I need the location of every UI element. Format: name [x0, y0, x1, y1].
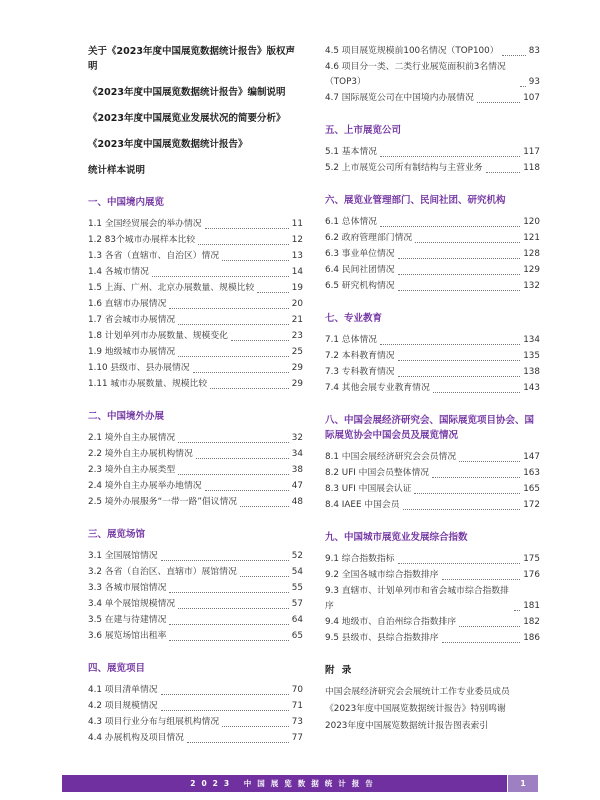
toc-section	[325, 311, 540, 396]
toc-entry	[88, 281, 303, 296]
toc-entry-page: 107	[523, 93, 540, 103]
dot-leader	[205, 228, 289, 229]
dot-leader	[161, 694, 289, 695]
toc-entry-label: 4.5 项目展览规模前100名情况（TOP100）	[325, 46, 499, 56]
toc-entry-page: 129	[523, 265, 540, 275]
footer-page-number: 1	[508, 775, 538, 792]
section-heading: 四、展览项目	[88, 663, 146, 674]
toc-entry-page: 21	[291, 315, 303, 325]
toc-entry	[88, 549, 303, 564]
toc-entry	[325, 215, 540, 230]
section-heading: 三、展览场馆	[88, 529, 146, 540]
toc-entry-page: 120	[523, 217, 540, 227]
toc-entry-page: 135	[523, 351, 540, 361]
toc-entry-label: 9.5 县级市、县综合指数排序	[325, 633, 439, 643]
toc-entry	[88, 265, 303, 280]
dot-leader	[161, 560, 289, 561]
toc-entry-page: 138	[523, 367, 540, 377]
toc-entry	[88, 249, 303, 264]
dot-leader	[398, 290, 521, 291]
toc-entry-page: 65	[291, 631, 303, 641]
dot-leader	[442, 642, 521, 643]
toc-content	[88, 44, 540, 747]
toc-entry-label: 2.4 境外自主办展举办地情况	[88, 481, 202, 491]
toc-entry-label: 1.7 省会城市办展情况	[88, 315, 176, 325]
front-matter-line: 关于《2023年度中国展览数据统计报告》版权声明	[88, 46, 295, 72]
toc-entry-label: 5.2 上市展览公司所有制结构与主营业务	[325, 163, 483, 173]
toc-entry	[325, 498, 540, 513]
toc-entry-page: 182	[523, 617, 540, 627]
dot-leader	[380, 344, 520, 345]
toc-entry-label: 1.2 83个城市办展样本比较	[88, 235, 196, 245]
section-heading: 八、中国会展经济研究会、国际展览项目协会、国际展览协会中国会员及展览情况	[325, 415, 535, 441]
toc-entry-label: 中国会展经济研究会会展统计工作专业委员成员	[325, 687, 510, 697]
section-heading: 一、中国境内展览	[88, 197, 165, 208]
toc-entry	[88, 731, 303, 746]
toc-entry-label: 7.4 其他会展专业教育情况	[325, 383, 430, 393]
toc-entry	[325, 161, 540, 176]
dot-leader	[502, 55, 526, 56]
toc-entry-page: 64	[291, 615, 303, 625]
dot-leader	[161, 710, 289, 711]
dot-leader	[477, 102, 520, 103]
toc-entry-label: 1.8 计划单列市办展数量、规模变化	[88, 331, 228, 341]
toc-entry-page: 29	[291, 363, 303, 373]
toc-entry-label: 1.11 城市办展数量、规模比较	[88, 379, 208, 389]
toc-entry-page: 176	[523, 570, 540, 580]
page-footer	[62, 775, 538, 792]
toc-entry-page: 38	[291, 465, 303, 475]
toc-entry-label: 7.2 本科教育情况	[325, 351, 395, 361]
toc-entry-page: 48	[291, 497, 303, 507]
toc-section	[325, 530, 540, 646]
dot-leader	[257, 292, 288, 293]
toc-entry-label: 4.4 办展机构及项目情况	[88, 733, 184, 743]
toc-entry-label: 3.6 展览场馆出租率	[88, 631, 167, 641]
toc-entry	[325, 263, 540, 278]
toc-entry	[88, 345, 303, 360]
dot-leader	[520, 86, 526, 87]
toc-entry-page: 25	[291, 347, 303, 357]
toc-entry-label: 6.5 研究机构情况	[325, 281, 395, 291]
section-heading: 五、上市展览公司	[325, 125, 402, 136]
toc-entry	[88, 479, 303, 494]
dot-leader	[403, 509, 521, 510]
toc-entry-label: 8.2 UFI 中国会员整体情况	[325, 468, 430, 478]
toc-entry-label: 4.6 项目分一类、二类行业展览面积前3名情况（TOP3）	[325, 62, 506, 87]
section-heading: 附 录	[325, 665, 354, 676]
toc-section	[88, 661, 303, 746]
toc-entry-page: 73	[291, 717, 303, 727]
toc-entry-label: 6.2 政府管理部门情况	[325, 233, 413, 243]
toc-entry	[325, 231, 540, 246]
dot-leader	[169, 308, 288, 309]
dot-leader	[178, 324, 289, 325]
toc-entry-label: 3.5 在建与待建情况	[88, 615, 167, 625]
toc-entry	[88, 297, 303, 312]
toc-entry	[88, 613, 303, 628]
toc-entry	[88, 233, 303, 248]
toc-section	[325, 413, 540, 513]
toc-entry-label: 1.6 直辖市办展情况	[88, 299, 167, 309]
section-heading: 二、中国境外办展	[88, 411, 165, 422]
dot-leader	[240, 576, 289, 577]
toc-entry	[325, 279, 540, 294]
toc-entry	[88, 495, 303, 510]
toc-entry-page: 132	[523, 281, 540, 291]
dot-leader	[178, 608, 289, 609]
toc-entry-page: 186	[523, 633, 540, 643]
toc-entry	[88, 683, 303, 698]
toc-entry-page: 181	[523, 601, 540, 611]
dot-leader	[152, 276, 289, 277]
dot-leader	[398, 563, 521, 564]
toc-entry	[325, 60, 540, 90]
toc-entry	[325, 685, 540, 700]
toc-entry-label: 8.3 UFI 中国展会认证	[325, 484, 412, 494]
section-heading: 七、专业教育	[325, 313, 383, 324]
toc-entry-label: 8.4 IAEE 中国会员	[325, 500, 400, 510]
toc-entry-label: 3.3 各城市展馆情况	[88, 583, 167, 593]
toc-entry	[325, 584, 540, 614]
toc-entry-label: 1.10 县级市、县办展情况	[88, 363, 190, 373]
appendix-block	[325, 663, 540, 734]
toc-entry-page: 147	[523, 452, 540, 462]
dot-leader	[240, 506, 289, 507]
toc-entry-label: 3.2 各省（自治区、直辖市）展馆情况	[88, 567, 237, 577]
dot-leader	[398, 360, 521, 361]
toc-entry-page: 163	[523, 468, 540, 478]
dot-leader	[380, 156, 520, 157]
toc-entry-page: 165	[523, 484, 540, 494]
toc-entry	[325, 91, 540, 106]
dot-leader	[442, 579, 521, 580]
toc-entry	[88, 431, 303, 446]
toc-entry-label: 4.1 项目清单情况	[88, 685, 158, 695]
toc-entry-label: 9.3 直辖市、计划单列市和省会城市综合指数排序	[325, 586, 509, 611]
toc-entry	[325, 145, 540, 160]
toc-entry-page: 47	[291, 481, 303, 491]
toc-entry-page: 128	[523, 249, 540, 259]
toc-entry	[325, 552, 540, 567]
toc-entry	[325, 333, 540, 348]
toc-entry-page: 121	[523, 233, 540, 243]
toc-entry-label: 1.1 全国经贸展会的举办情况	[88, 219, 202, 229]
toc-entry-label: 2023年度中国展览数据统计报告图表索引	[325, 721, 489, 731]
toc-entry	[325, 381, 540, 396]
toc-entry-label: 6.1 总体情况	[325, 217, 377, 227]
dot-leader	[459, 461, 520, 462]
toc-entry-label: 7.3 专科教育情况	[325, 367, 395, 377]
dot-leader	[205, 490, 289, 491]
section-heading: 九、中国城市展览业发展综合指数	[325, 532, 468, 543]
toc-entry-label: 2.5 境外办展服务“一带一路”倡议情况	[88, 497, 238, 507]
toc-entry-label: 2.1 境外自主办展情况	[88, 433, 176, 443]
dot-leader	[380, 226, 520, 227]
toc-entry-label: 1.4 各城市情况	[88, 267, 149, 277]
toc-entry-label: 3.1 全国展馆情况	[88, 551, 158, 561]
toc-section-continued	[325, 44, 540, 106]
toc-entry	[88, 565, 303, 580]
toc-entry	[325, 631, 540, 646]
toc-entry-label: 5.1 基本情况	[325, 147, 377, 157]
toc-entry	[325, 450, 540, 465]
toc-entry-label: 6.3 事业单位情况	[325, 249, 395, 259]
toc-entry	[88, 377, 303, 392]
toc-entry	[88, 715, 303, 730]
toc-entry	[88, 447, 303, 462]
dot-leader	[196, 458, 289, 459]
dot-leader	[398, 376, 521, 377]
toc-entry	[88, 313, 303, 328]
footer-title-bar	[62, 775, 507, 792]
toc-section	[325, 193, 540, 294]
toc-entry	[88, 699, 303, 714]
toc-entry	[325, 482, 540, 497]
toc-entry-page: 13	[291, 251, 303, 261]
toc-entry-page: 11	[291, 219, 303, 229]
toc-entry-label: 6.4 民间社团情况	[325, 265, 395, 275]
toc-entry-label: 4.3 项目行业分布与组展机构情况	[88, 717, 220, 727]
toc-entry	[88, 629, 303, 644]
section-heading: 六、展览业管理部门、民间社团、研究机构	[325, 195, 506, 206]
toc-entry-label: 2.2 境外自主办展机构情况	[88, 449, 193, 459]
dot-leader	[514, 610, 520, 611]
toc-entry-page: 83	[528, 46, 540, 56]
toc-column-left	[88, 44, 303, 747]
toc-section	[88, 527, 303, 644]
toc-column-right	[325, 44, 540, 736]
toc-section	[88, 409, 303, 510]
toc-entry	[325, 365, 540, 380]
front-matter-line: 《2023年度中国展览数据统计报告》	[88, 139, 248, 150]
dot-leader	[486, 172, 521, 173]
toc-entry-label: 1.9 地级城市办展情况	[88, 347, 176, 357]
toc-entry-page: 118	[523, 163, 540, 173]
front-matter-line: 《2023年度中国展览数据统计报告》编制说明	[88, 87, 286, 98]
toc-entry	[325, 568, 540, 583]
footer-title: 2023 中国展览数据统计报告	[190, 779, 379, 788]
toc-entry-page: 32	[291, 433, 303, 443]
dot-leader	[459, 626, 520, 627]
dot-leader	[198, 244, 289, 245]
dot-leader	[222, 726, 289, 727]
toc-entry	[88, 329, 303, 344]
toc-entry-page: 172	[523, 500, 540, 510]
toc-entry-label: 3.4 单个展馆规模情况	[88, 599, 176, 609]
front-matter-line: 统计样本说明	[88, 165, 146, 176]
toc-entry	[325, 615, 540, 630]
toc-entry-page: 34	[291, 449, 303, 459]
toc-entry-label: 9.4 地级市、自治州综合指数排序	[325, 617, 457, 627]
toc-entry	[325, 44, 540, 59]
dot-leader	[432, 477, 520, 478]
toc-entry-page: 12	[291, 235, 303, 245]
dot-leader	[187, 742, 289, 743]
dot-leader	[415, 242, 520, 243]
toc-entry	[88, 361, 303, 376]
toc-entry-page: 54	[291, 567, 303, 577]
toc-entry-label: 7.1 总体情况	[325, 335, 377, 345]
dot-leader	[231, 340, 289, 341]
dot-leader	[398, 258, 521, 259]
toc-entry-page: 71	[291, 701, 303, 711]
toc-entry-page: 57	[291, 599, 303, 609]
toc-entry-label: 1.3 各省（直辖市、自治区）情况	[88, 251, 220, 261]
toc-entry-page: 55	[291, 583, 303, 593]
dot-leader	[178, 356, 289, 357]
toc-entry	[88, 597, 303, 612]
toc-entry	[325, 702, 540, 717]
toc-entry-page: 20	[291, 299, 303, 309]
toc-section	[88, 195, 303, 392]
front-matter-block	[88, 44, 303, 178]
toc-entry-label: 2.3 境外自主办展类型	[88, 465, 176, 475]
toc-entry-label: 9.1 综合指数指标	[325, 554, 395, 564]
dot-leader	[433, 392, 520, 393]
toc-entry	[325, 719, 540, 734]
toc-entry-page: 77	[291, 733, 303, 743]
toc-entry-page: 70	[291, 685, 303, 695]
toc-entry-label: 9.2 全国各城市综合指数排序	[325, 570, 439, 580]
toc-entry	[88, 581, 303, 596]
toc-entry-page: 23	[291, 331, 303, 341]
dot-leader	[210, 388, 289, 389]
dot-leader	[178, 442, 289, 443]
toc-entry	[325, 349, 540, 364]
dot-leader	[414, 493, 520, 494]
dot-leader	[398, 274, 521, 275]
dot-leader	[193, 372, 289, 373]
toc-entry-label: 4.2 项目规模情况	[88, 701, 158, 711]
dot-leader	[222, 260, 289, 261]
toc-entry-page: 29	[291, 379, 303, 389]
toc-entry	[88, 463, 303, 478]
dot-leader	[178, 474, 289, 475]
dot-leader	[169, 640, 288, 641]
toc-entry-label: 1.5 上海、广州、北京办展数量、规模比较	[88, 283, 255, 293]
toc-entry-page: 143	[523, 383, 540, 393]
toc-entry-label: 《2023年度中国展览数据统计报告》特别鸣谢	[325, 704, 506, 714]
toc-entry-label: 4.7 国际展览公司在中国境内办展情况	[325, 93, 474, 103]
toc-entry-page: 175	[523, 554, 540, 564]
toc-entry-page: 93	[528, 77, 540, 87]
toc-entry-label: 8.1 中国会展经济研究会会员情况	[325, 452, 457, 462]
toc-entry	[88, 217, 303, 232]
toc-entry-page: 52	[291, 551, 303, 561]
toc-entry-page: 134	[523, 335, 540, 345]
toc-entry	[325, 247, 540, 262]
dot-leader	[169, 624, 288, 625]
toc-entry-page: 19	[291, 283, 303, 293]
toc-entry-page: 117	[523, 147, 540, 157]
toc-entry	[325, 466, 540, 481]
toc-section	[325, 123, 540, 176]
toc-entry-page: 14	[291, 267, 303, 277]
front-matter-line: 《2023年度中国展览业发展状况的简要分析》	[88, 113, 286, 124]
dot-leader	[169, 592, 288, 593]
